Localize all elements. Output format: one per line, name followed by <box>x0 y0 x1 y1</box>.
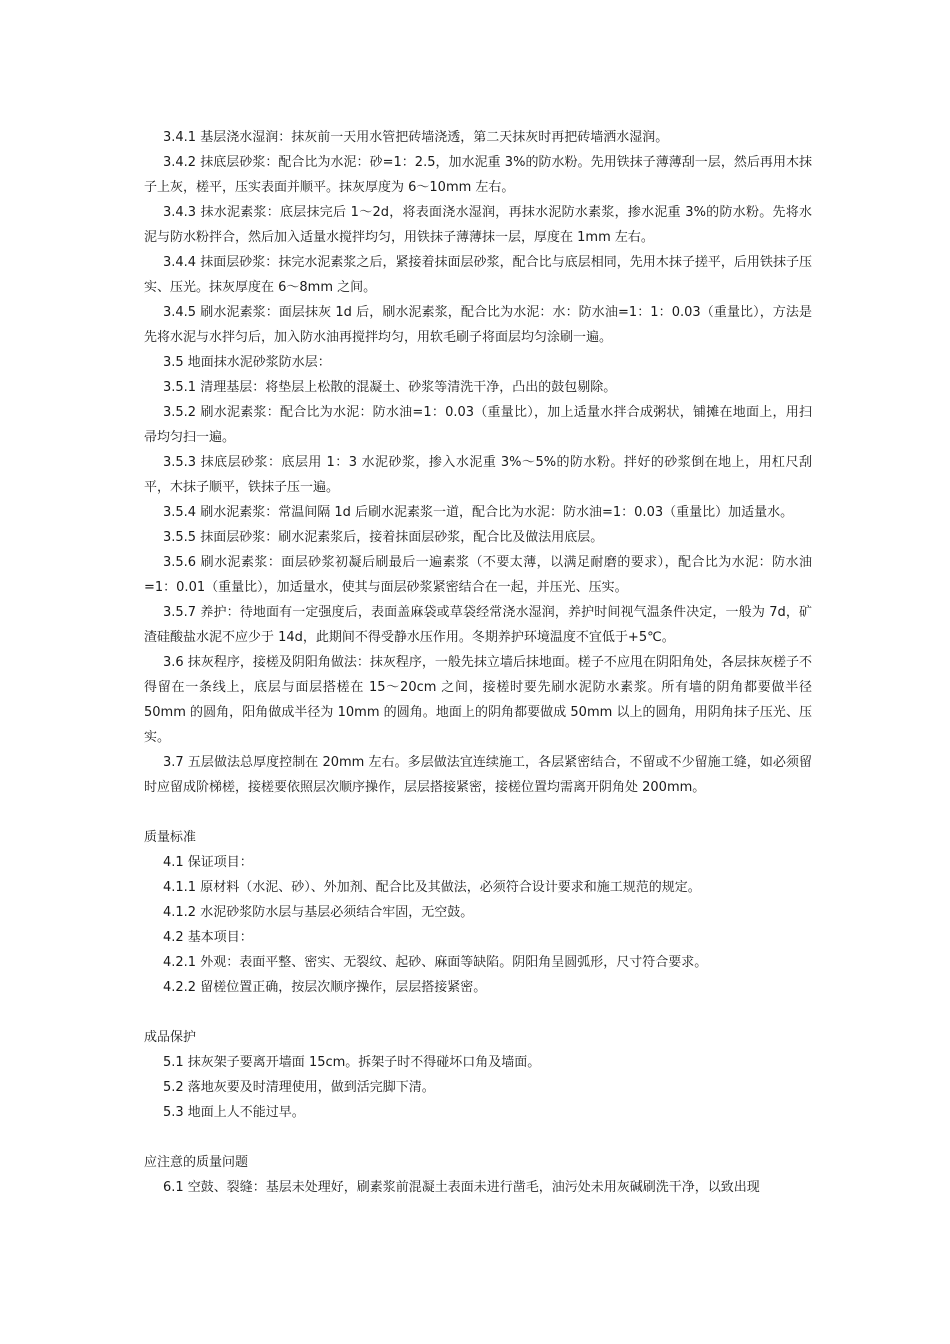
paragraph: 3.7 五层做法总厚度控制在 20mm 左右。多层做法宜连续施工，各层紧密结合，不留或不少留施工缝，如必须留时应留成阶梯槎，接槎要依照层次顺序操作，层层搭接紧密，接槎位置均需离开阴角处 200mm。 <box>144 755 812 795</box>
list-item: 4.1.2 水泥砂浆防水层与基层必须结合牢固，无空鼓。 <box>163 905 474 920</box>
list-item: 4.2 基本项目： <box>163 930 253 945</box>
document-body <box>144 125 812 1200</box>
paragraph: 3.5.1 清理基层：将垫层上松散的混凝土、砂浆等清洗干净，凸出的鼓包剔除。 <box>163 380 617 395</box>
list-item: 4.2.2 留槎位置正确，按层次顺序操作，层层搭接紧密。 <box>163 980 487 995</box>
paragraph: 3.5.5 抹面层砂浆：刷水泥素浆后，接着抹面层砂浆，配合比及做法用底层。 <box>163 530 604 545</box>
paragraph: 3.5.4 刷水泥素浆：常温间隔 1d 后刷水泥素浆一道，配合比为水泥：防水油=1：0.03（重量比）加适量水。 <box>163 505 794 520</box>
section-heading-quality: 质量标准 <box>144 830 197 845</box>
paragraph: 3.4.3 抹水泥素浆：底层抹完后 1～2d，将表面浇水湿润，再抹水泥防水素浆，掺水泥重 3%的防水粉。先将水泥与防水粉拌合，然后加入适量水搅拌均匀，用铁抹子薄薄抹一层，厚度在 1mm 左右。 <box>144 205 812 245</box>
list-item: 5.2 落地灰要及时清理使用，做到活完脚下清。 <box>163 1080 435 1095</box>
paragraph: 3.5.6 刷水泥素浆：面层砂浆初凝后刷最后一遍素浆（不要太薄，以满足耐磨的要求），配合比为水泥：防水油=1：0.01（重量比），加适量水，使其与面层砂浆紧密结合在一起，并压光、压实。 <box>144 555 812 595</box>
paragraph: 3.5.2 刷水泥素浆：配合比为水泥：防水油=1：0.03（重量比），加上适量水拌合成粥状，铺摊在地面上，用扫帚均匀扫一遍。 <box>144 405 812 445</box>
paragraph: 3.4.5 刷水泥素浆：面层抹灰 1d 后，刷水泥素浆，配合比为水泥：水：防水油=1：1：0.03（重量比），方法是先将水泥与水拌匀后，加入防水油再搅拌均匀，用软毛刷子将面层均匀涂刷一遍。 <box>144 305 812 345</box>
list-item: 4.1 保证项目： <box>163 855 253 870</box>
list-item: 5.3 地面上人不能过早。 <box>163 1105 305 1120</box>
section-heading-issues: 应注意的质量问题 <box>144 1155 249 1170</box>
paragraph: 3.4.2 抹底层砂浆：配合比为水泥：砂=1：2.5，加水泥重 3%的防水粉。先用铁抹子薄薄刮一层，然后再用木抹子上灰，槎平，压实表面并顺平。抹灰厚度为 6～10mm 左右。 <box>144 155 812 195</box>
paragraph: 3.4.1 基层浇水湿润：抹灰前一天用水管把砖墙浇透，第二天抹灰时再把砖墙洒水湿润。 <box>163 130 669 145</box>
paragraph: 3.5.7 养护：待地面有一定强度后，表面盖麻袋或草袋经常浇水湿润，养护时间视气温条件决定，一般为 7d，矿渣硅酸盐水泥不应少于 14d，此期间不得受静水压作用。冬期养护环境温度不宜低于+5℃。 <box>144 605 812 645</box>
paragraph: 3.4.4 抹面层砂浆：抹完水泥素浆之后，紧接着抹面层砂浆，配合比与底层相同，先用木抹子搓平，后用铁抹子压实、压光。抹灰厚度在 6～8mm 之间。 <box>144 255 812 295</box>
list-item: 6.1 空鼓、裂缝：基层未处理好，刷素浆前混凝土表面未进行凿毛，油污处未用灰碱刷洗干净，以致出现 <box>163 1180 760 1195</box>
paragraph: 3.5.3 抹底层砂浆：底层用 1：3 水泥砂浆，掺入水泥重 3%～5%的防水粉。拌好的砂浆倒在地上，用杠尺刮平，木抹子顺平，铁抹子压一遍。 <box>144 455 812 495</box>
section-heading-protection: 成品保护 <box>144 1030 197 1045</box>
list-item: 5.1 抹灰架子要离开墙面 15cm。拆架子时不得碰坏口角及墙面。 <box>163 1055 541 1070</box>
paragraph: 3.6 抹灰程序，接槎及阴阳角做法：抹灰程序，一般先抹立墙后抹地面。槎子不应甩在阴阳角处，各层抹灰槎子不得留在一条线上，底层与面层搭槎在 15～20cm 之间，接槎时要先刷水泥防水素浆。所有墙的阴角都要做半径 50mm 的圆角，阳角做成半径为 10mm 的圆角。地面上的阴角都要做成 50mm 以上的圆角，用阴角抹子压光、压实。 <box>144 655 812 745</box>
list-item: 4.2.1 外观：表面平整、密实、无裂纹、起砂、麻面等缺陷。阴阳角呈圆弧形，尺寸符合要求。 <box>163 955 708 970</box>
paragraph: 3.5 地面抹水泥砂浆防水层： <box>163 355 331 370</box>
list-item: 4.1.1 原材料（水泥、砂）、外加剂、配合比及其做法，必须符合设计要求和施工规范的规定。 <box>163 880 701 895</box>
